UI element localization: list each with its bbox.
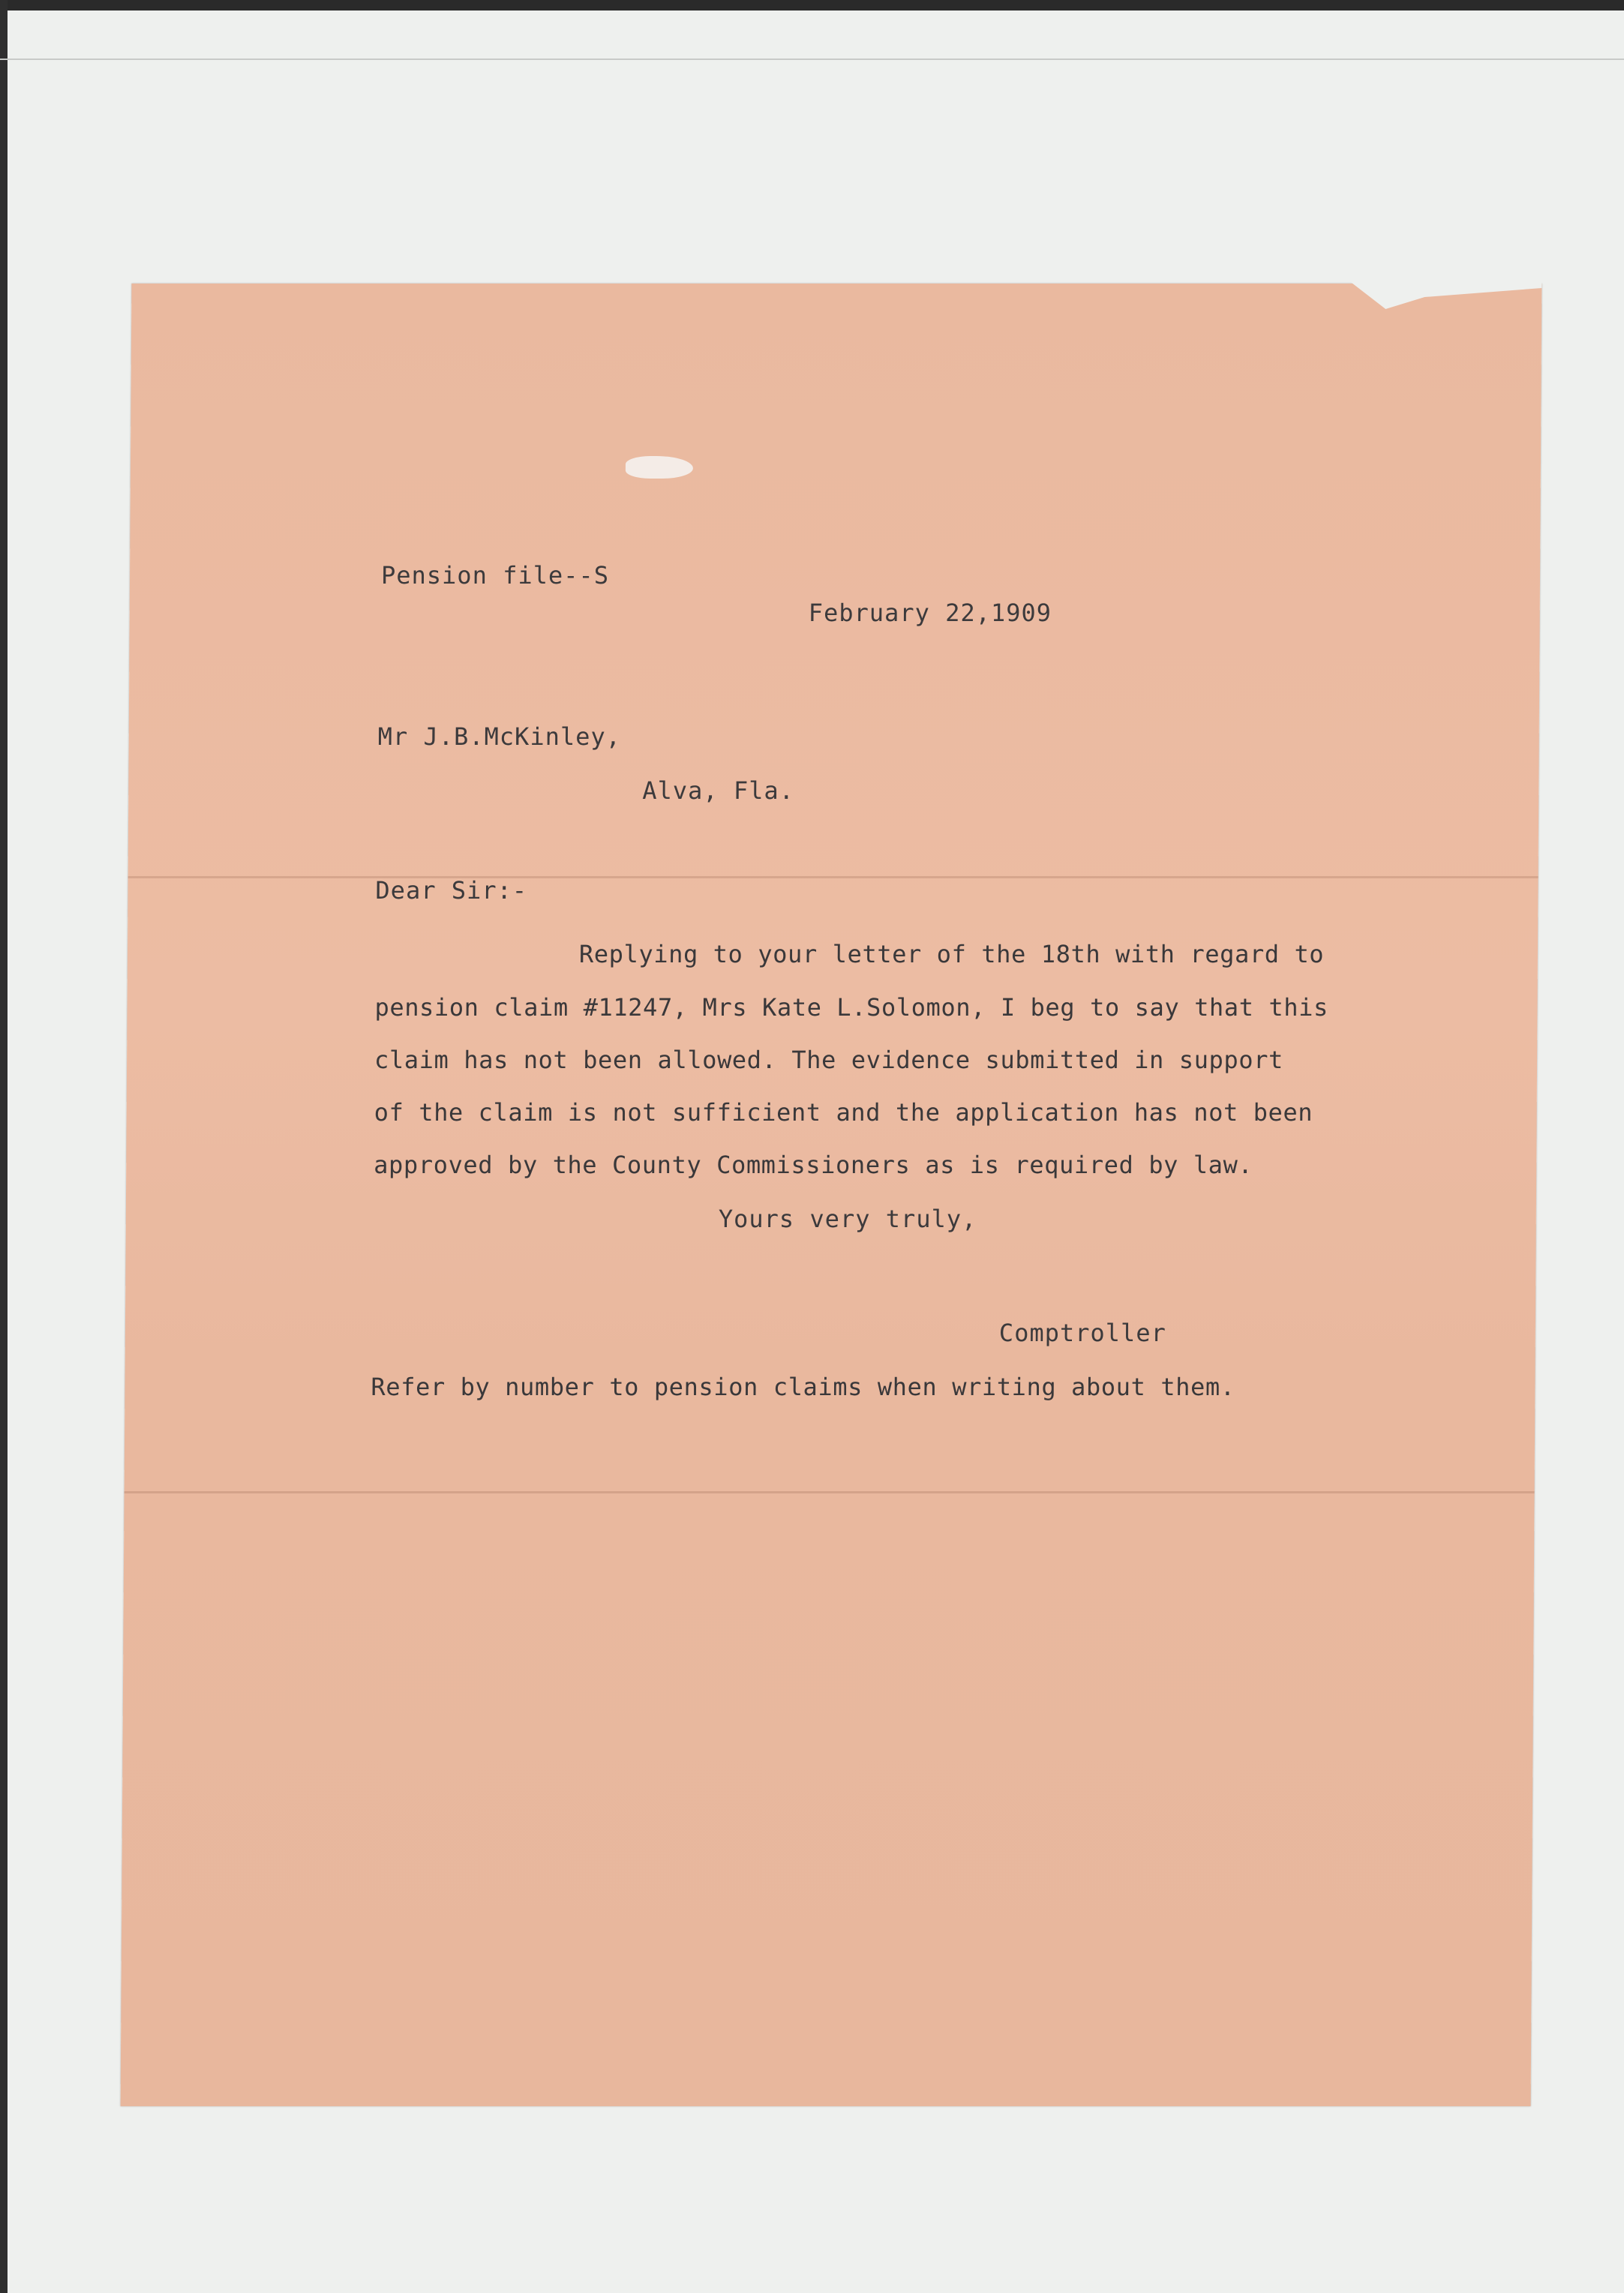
letter-date: February 22,1909 bbox=[808, 599, 1052, 627]
paper-fold-line bbox=[128, 876, 1538, 878]
paper-fold-line bbox=[125, 1491, 1535, 1493]
closing: Yours very truly, bbox=[718, 1205, 977, 1233]
body-line: pension claim #11247, Mrs Kate L.Solomon, I beg to say that this bbox=[374, 993, 1329, 1022]
body-line: Replying to your letter of the 18th with regard to bbox=[578, 940, 1325, 968]
recipient-address: Alva, Fla. bbox=[642, 776, 795, 805]
salutation: Dear Sir:- bbox=[375, 876, 528, 905]
signature-title: Comptroller bbox=[998, 1319, 1166, 1347]
body-line: approved by the County Commissioners as is required by law. bbox=[374, 1151, 1253, 1179]
scan-edge-top bbox=[0, 0, 1624, 11]
scan-edge-line bbox=[0, 59, 1624, 60]
body-line: of the claim is not sufficient and the application has not been bbox=[374, 1098, 1313, 1127]
scan-edge-left bbox=[0, 0, 8, 2293]
paper-corner-tear bbox=[1346, 279, 1541, 309]
body-line: claim has not been allowed. The evidence submitted in support bbox=[374, 1046, 1284, 1074]
recipient-name: Mr J.B.McKinley, bbox=[377, 722, 622, 751]
paper-hole bbox=[626, 456, 693, 479]
footer-note: Refer by number to pension claims when writing about them. bbox=[371, 1373, 1235, 1401]
file-reference: Pension file--S bbox=[380, 561, 610, 590]
letter-paper bbox=[121, 284, 1542, 2106]
